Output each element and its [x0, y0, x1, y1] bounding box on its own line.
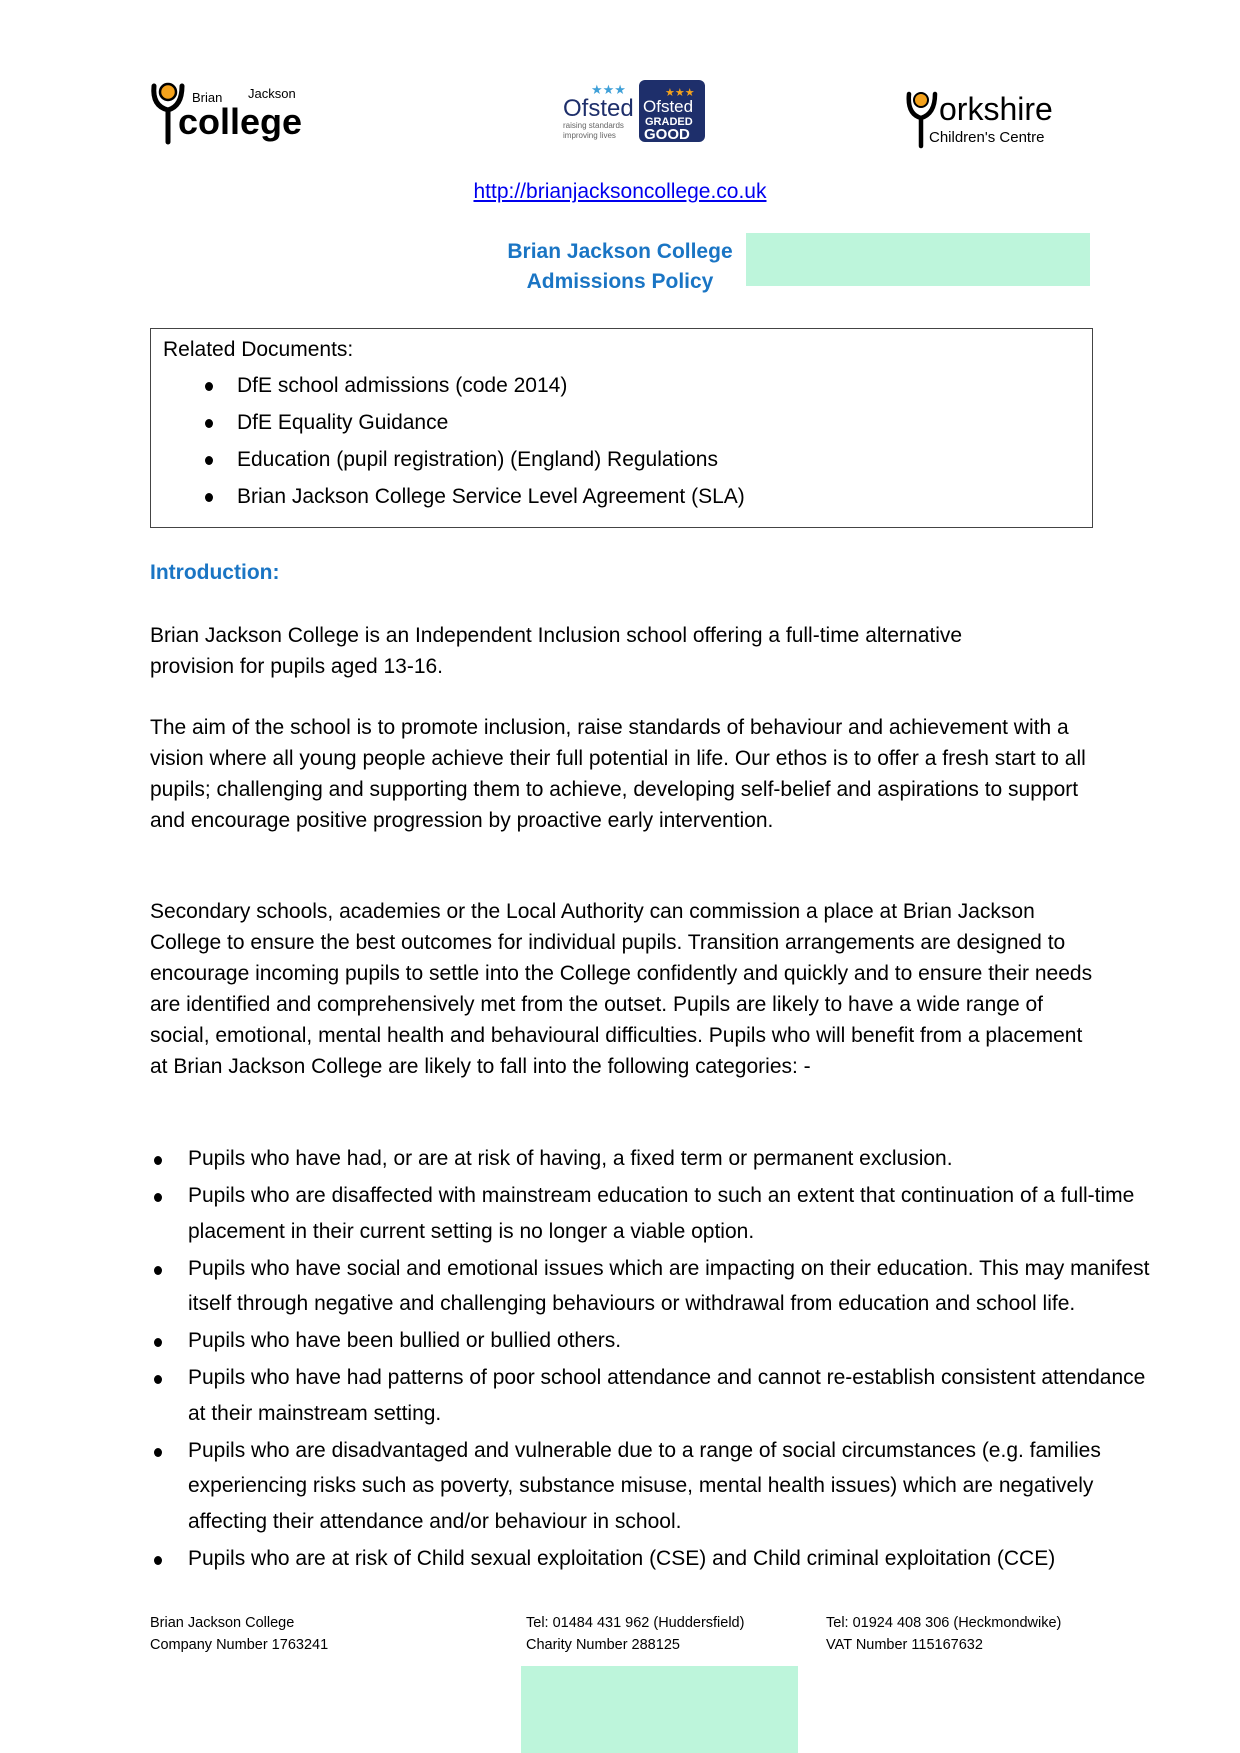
highlight-block: [521, 1666, 798, 1753]
yorkshire-childrens-centre-logo: [905, 88, 1085, 150]
footer-charity-number: Charity Number 288125: [526, 1637, 680, 1653]
list-item: Pupils who have been bullied or bullied others.: [150, 1323, 1160, 1359]
svg-text:GOOD: GOOD: [644, 126, 690, 143]
intro-paragraph-2: The aim of the school is to promote inclusion, raise standards of behaviour and achievement with a vision where all young people achieve their full potential in life. Our ethos is to offer a fresh start to all pupils; challenging and supporting them to achieve, developing self-belief and aspirations to support and encourage positive progression by proactive early intervention.: [150, 716, 1086, 832]
logo-text-college: college: [178, 101, 303, 142]
ofsted-wordmark: Ofsted: [563, 95, 634, 122]
logo-text-yorkshire: orkshire: [939, 91, 1053, 127]
ofsted-tagline-2: improving lives: [563, 131, 616, 140]
svg-text:★★★: ★★★: [591, 82, 626, 97]
highlight-block: [746, 233, 1090, 286]
list-item: Pupils who have social and emotional issues which are impacting on their education. This may manifest itself through negative and challenging behaviours or withdrawal from education and school life.: [150, 1251, 1160, 1322]
footer-tel-huddersfield: Tel: 01484 431 962 (Huddersfield): [526, 1615, 745, 1631]
footer-company-info: [150, 1612, 328, 1656]
brian-jackson-college-logo: [148, 78, 338, 150]
logo-text-childrens-centre: Children's Centre: [929, 129, 1045, 146]
footer-heckmondwike-info: [826, 1612, 1061, 1656]
pupil-categories-list: [150, 1141, 1160, 1578]
list-item: Pupils who are disadvantaged and vulnerable due to a range of social circumstances (e.g. families experiencing risks such as poverty, substance misuse, mental health issues) which are negatively affecting their attendance and/or behaviour in school.: [150, 1433, 1160, 1540]
list-item: DfE school admissions (code 2014): [163, 367, 1092, 404]
list-item: Brian Jackson College Service Level Agreement (SLA): [163, 478, 1092, 515]
logo-text-jackson: Jackson: [248, 86, 296, 101]
related-documents-title: Related Documents:: [163, 338, 354, 361]
ofsted-tagline-1: raising standards: [563, 121, 624, 130]
related-documents-list: [163, 367, 1092, 515]
intro-paragraph-3: Secondary schools, academies or the Local Authority can commission a place at Brian Jackson College to ensure the best outcomes for individual pupils. Transition arrangements are designed to encourage incoming pupils to settle into the College confidently and quickly and to ensure their needs are identified and comprehensively met from the outset. Pupils are likely to have a wide range of social, emotional, mental health and behavioural difficulties. Pupils who will benefit from a placement at Brian Jackson College are likely to fall into the following categories: -: [150, 900, 1093, 1078]
list-item: Pupils who have had patterns of poor school attendance and cannot re-establish consistent attendance at their mainstream setting.: [150, 1360, 1160, 1431]
introduction-heading: Introduction:: [150, 561, 280, 584]
ofsted-graded-good-logo: [563, 78, 708, 146]
footer-company-number: Company Number 1763241: [150, 1637, 329, 1653]
footer-vat-number: VAT Number 115167632: [826, 1637, 983, 1653]
list-item: Pupils who have had, or are at risk of having, a fixed term or permanent exclusion.: [150, 1141, 1160, 1177]
svg-text:Ofsted: Ofsted: [643, 97, 694, 116]
list-item: Pupils who are at risk of Child sexual exploitation (CSE) and Child criminal exploitation (CCE): [150, 1541, 1160, 1577]
svg-text:★★★: ★★★: [665, 87, 695, 99]
footer-college-name: Brian Jackson College: [150, 1615, 295, 1631]
list-item: Pupils who are disaffected with mainstream education to such an extent that continuation of a full-time placement in their current setting is no longer a viable option.: [150, 1178, 1160, 1249]
related-documents-box: [150, 328, 1093, 528]
list-item: DfE Equality Guidance: [163, 404, 1092, 441]
footer-tel-heckmondwike: Tel: 01924 408 306 (Heckmondwike): [826, 1615, 1062, 1631]
footer-huddersfield-info: [526, 1612, 744, 1656]
title-line-1: Brian Jackson College: [507, 240, 733, 263]
intro-paragraph-1: Brian Jackson College is an Independent Inclusion school offering a full-time alternative provision for pupils aged 13-16.: [150, 624, 963, 678]
title-line-2: Admissions Policy: [526, 270, 714, 293]
list-item: Education (pupil registration) (England) Regulations: [163, 441, 1092, 478]
svg-text:GRADED: GRADED: [645, 116, 693, 128]
logo-text-brian: Brian: [192, 90, 223, 105]
college-website-link[interactable]: http://brianjacksoncollege.co.uk: [473, 180, 767, 203]
document-title: [470, 237, 770, 297]
